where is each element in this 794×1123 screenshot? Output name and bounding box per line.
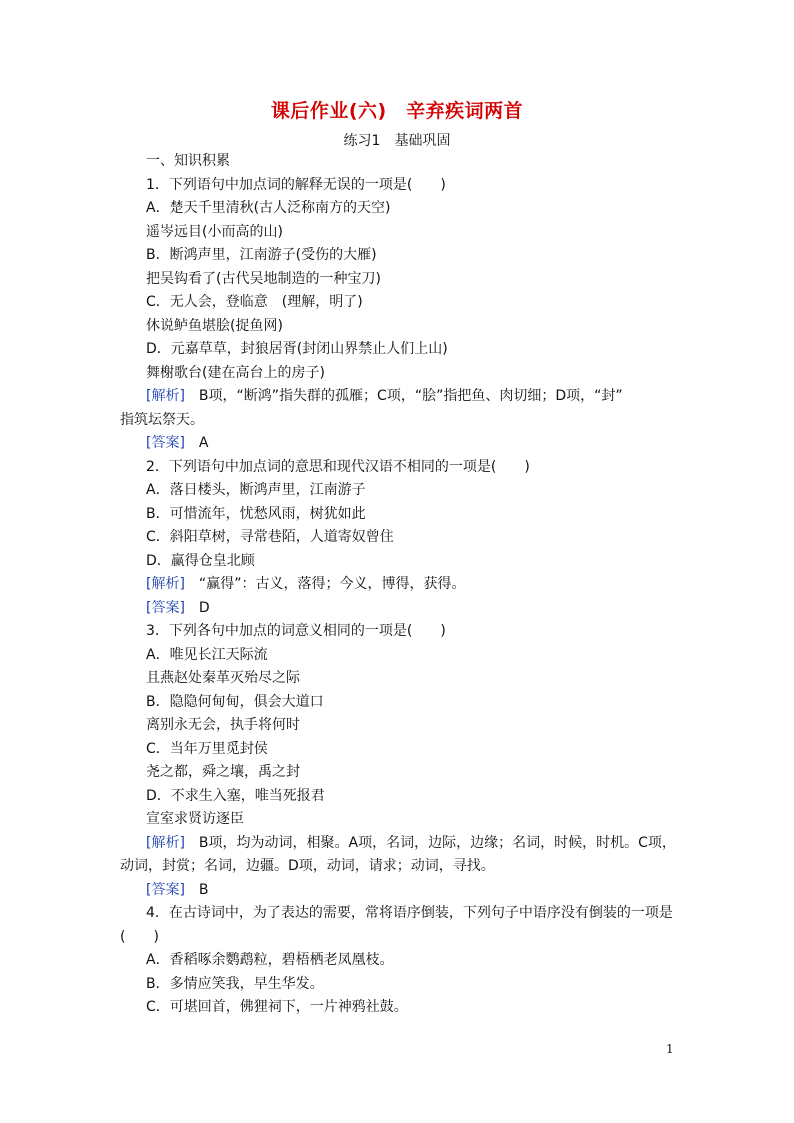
text-line bbox=[146, 481, 674, 499]
text-line bbox=[146, 904, 674, 922]
line-text: 舞榭歌台(建在高台上的房子) bbox=[146, 364, 325, 381]
text-line bbox=[120, 411, 674, 429]
text-line bbox=[146, 599, 674, 617]
line-text: C．斜阳草树，寻常巷陌，人道寄奴曾住 bbox=[146, 529, 394, 545]
text-line bbox=[146, 317, 674, 335]
text-line bbox=[146, 270, 674, 288]
text-line bbox=[146, 975, 674, 993]
page-title: 课后作业(六) 辛弃疾词两首 bbox=[270, 100, 524, 122]
text-line bbox=[120, 857, 674, 875]
line-text: A．唯见长江天际流 bbox=[146, 646, 268, 663]
line-text: 1．下列语句中加点词的解释无误的一项是( ) bbox=[146, 176, 446, 193]
line-text: B项，“断鸿”指失群的孤雁；C项，“脍”指把鱼、肉切细；D项，“封” bbox=[184, 388, 623, 404]
line-text: B项，均为动词，相聚。A项，名词，边际，边缘；名词，时候，时机。C项， bbox=[184, 834, 676, 851]
line-text: A．楚天千里清秋(古人泛称南方的天空) bbox=[146, 200, 391, 216]
line-text: A．香稻啄余鹦鹉粒，碧梧栖老凤凰枝。 bbox=[146, 952, 394, 968]
answer-tag: [答案] bbox=[146, 881, 185, 898]
text-line bbox=[146, 834, 674, 852]
text-line bbox=[146, 575, 674, 593]
line-text: 离别永无会，执手将何时 bbox=[146, 717, 300, 733]
answer-tag: [答案] bbox=[146, 599, 185, 616]
text-line bbox=[146, 528, 674, 546]
line-text: “赢得”：古义，落得；今义，博得，获得。 bbox=[184, 576, 466, 592]
text-line bbox=[146, 434, 674, 452]
line-text: ( ) bbox=[120, 928, 159, 945]
line-text: 且燕赵处秦革灭殆尽之际 bbox=[146, 670, 300, 686]
text-line bbox=[146, 693, 674, 711]
line-text: D bbox=[184, 599, 210, 616]
line-text: 休说鲈鱼堪脍(捉鱼网) bbox=[146, 317, 283, 334]
text-line bbox=[146, 199, 674, 217]
line-text: 4．在古诗词中，为了表达的需要，常将语序倒装，下列句子中语序没有倒装的一项是 bbox=[146, 905, 673, 921]
text-line bbox=[146, 881, 674, 899]
text-line bbox=[146, 246, 674, 264]
text-line bbox=[146, 176, 674, 194]
text-line bbox=[146, 505, 674, 523]
answer-tag: [解析] bbox=[146, 834, 185, 851]
line-text: 一、知识积累 bbox=[146, 153, 230, 169]
text-line bbox=[146, 716, 674, 734]
line-text: B．隐隐何甸甸，俱会大道口 bbox=[146, 693, 324, 710]
text-line bbox=[146, 387, 674, 405]
text-line bbox=[146, 763, 674, 781]
line-text: 3．下列各句中加点的词意义相同的一项是( ) bbox=[146, 623, 446, 639]
text-line bbox=[146, 740, 674, 758]
line-text: 指筑坛祭天。 bbox=[120, 411, 204, 428]
line-text: D．不求生入塞，唯当死报君 bbox=[146, 787, 325, 804]
line-text: A bbox=[184, 435, 209, 451]
line-text: C．当年万里觅封侯 bbox=[146, 740, 268, 757]
text-line bbox=[146, 223, 674, 241]
text-line bbox=[146, 552, 674, 570]
line-text: C．可堪回首，佛狸祠下，一片神鸦社鼓。 bbox=[146, 999, 408, 1015]
text-line bbox=[146, 787, 674, 805]
line-text: 2．下列语句中加点词的意思和现代汉语不相同的一项是( ) bbox=[146, 458, 530, 475]
text-line bbox=[146, 669, 674, 687]
text-line bbox=[146, 364, 674, 382]
text-line bbox=[146, 458, 674, 476]
line-text: B．多情应笑我，早生华发。 bbox=[146, 975, 324, 992]
answer-tag: [解析] bbox=[146, 576, 185, 592]
text-line bbox=[146, 622, 674, 640]
answer-tag: [解析] bbox=[146, 388, 185, 404]
line-text: B．断鸿声里，江南游子(受伤的大雁) bbox=[146, 247, 377, 263]
text-line bbox=[146, 293, 674, 311]
line-text: 把吴钩看了(古代吴地制造的一种宝刀) bbox=[146, 270, 381, 287]
text-line bbox=[146, 951, 674, 969]
text-line bbox=[146, 340, 674, 358]
line-text: 遥岑远目(小而高的山) bbox=[146, 223, 283, 240]
line-text: 宣室求贤访逐臣 bbox=[146, 811, 244, 827]
line-text: 尧之都，舜之壤，禹之封 bbox=[146, 764, 300, 780]
line-text: A．落日楼头，断鸿声里，江南游子 bbox=[146, 482, 366, 498]
line-text: D．赢得仓皇北顾 bbox=[146, 552, 255, 569]
text-line bbox=[146, 646, 674, 664]
line-text: 动词，封赏；名词，边疆。D项，动词，请求；动词，寻找。 bbox=[120, 858, 495, 874]
page-number: 1 bbox=[666, 1042, 674, 1056]
text-line bbox=[120, 928, 674, 946]
line-text: B．可惜流年，忧愁风雨，树犹如此 bbox=[146, 505, 366, 522]
line-text: B bbox=[184, 881, 209, 898]
text-line bbox=[146, 152, 674, 170]
line-text: D．元嘉草草，封狼居胥(封闭山界禁止人们上山) bbox=[146, 341, 448, 357]
text-line bbox=[146, 810, 674, 828]
line-text: C．无人会，登临意 (理解，明了) bbox=[146, 294, 363, 310]
page-subtitle: 练习1 基础巩固 bbox=[343, 133, 451, 149]
text-line bbox=[146, 998, 674, 1016]
answer-tag: [答案] bbox=[146, 435, 185, 451]
